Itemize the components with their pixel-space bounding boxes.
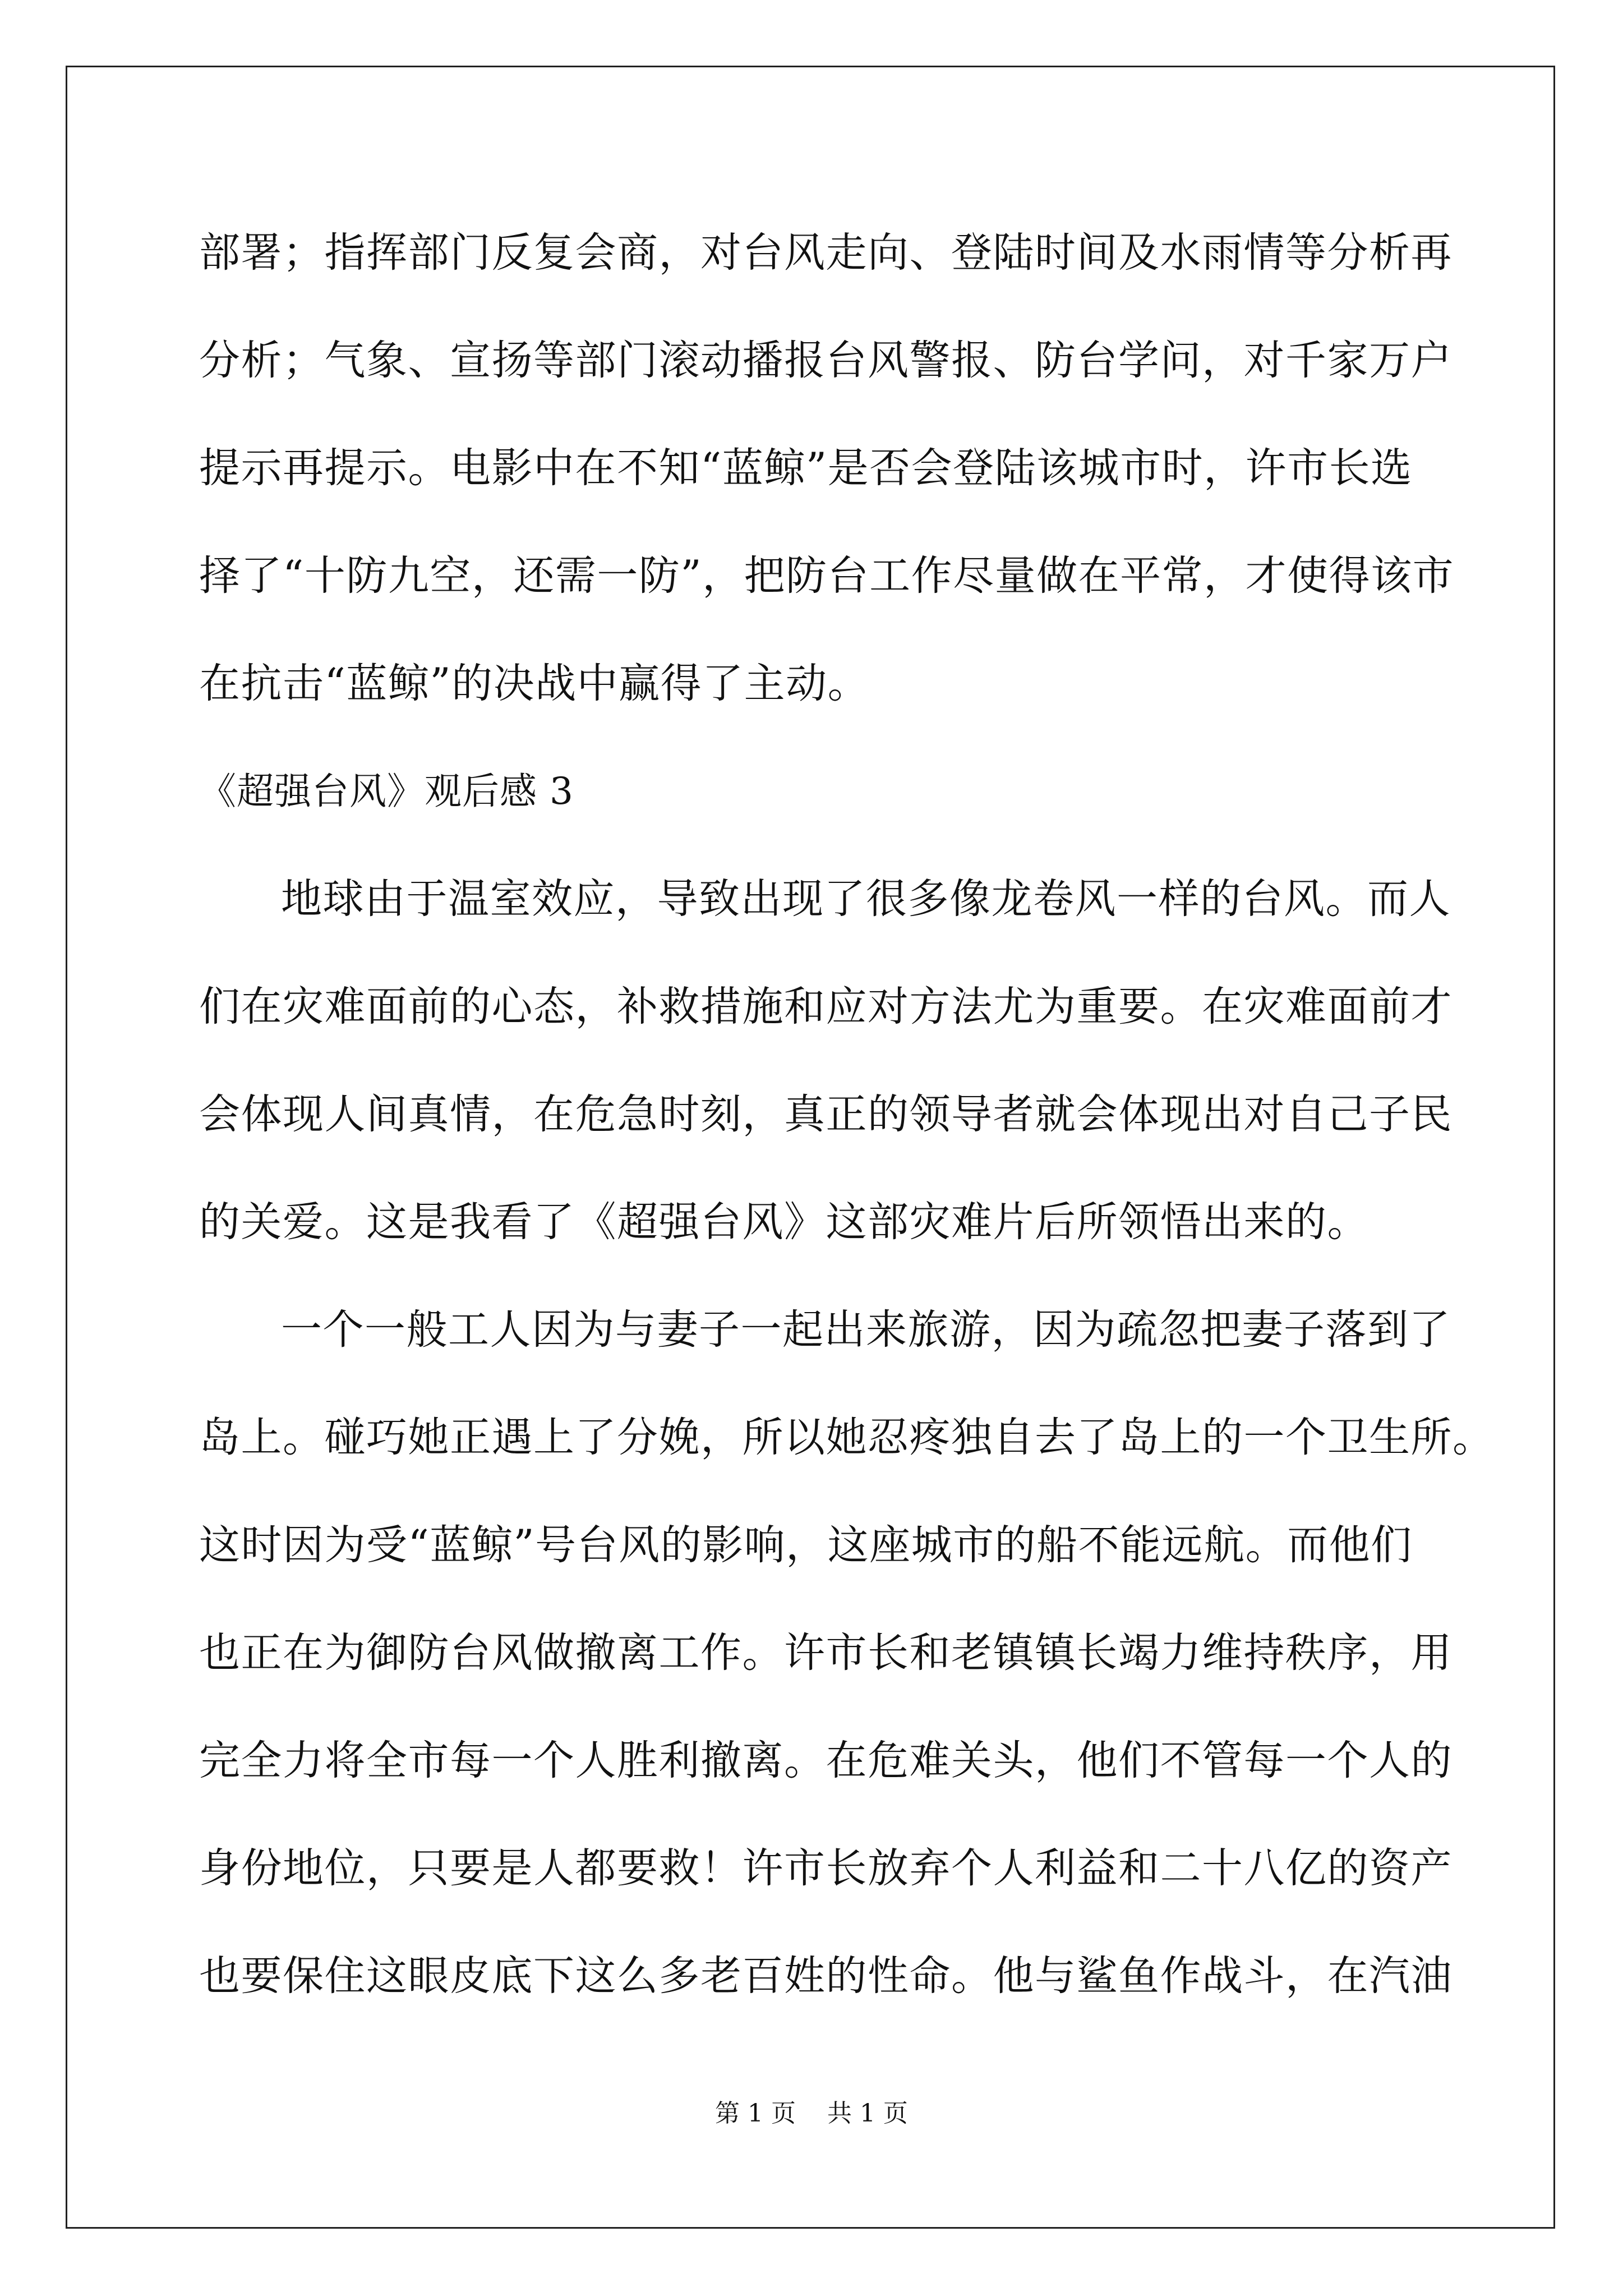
text-line: 的关爱。这是我看了《超强台风》这部灾难片后所领悟出来的。 xyxy=(199,1198,1369,1246)
paragraph xyxy=(199,1276,1495,2030)
paragraph xyxy=(199,845,1453,1276)
text-line: 择了“十防九空，还需一防”，把防台工作尽量做在平常，才使得该市 xyxy=(199,552,1455,600)
section-heading: 《超强台风》观后感 3 xyxy=(199,770,574,813)
text-line: 提示再提示。电影中在不知“蓝鲸”是否会登陆该城市时，许市长选 xyxy=(199,444,1413,492)
text-line: 这时因为受“蓝鲸”号台风的影响，这座城市的船不能远航。而他们 xyxy=(199,1521,1413,1569)
text-line: 完全力将全市每一个人胜利撤离。在危难关头，他们不管每一个人的 xyxy=(199,1737,1453,1784)
text-line: 部署；指挥部门反复会商，对台风走向、登陆时间及水雨情等分析再 xyxy=(199,229,1453,277)
text-line: 们在灾难面前的心态，补救措施和应对方法尤为重要。在灾难面前才 xyxy=(199,983,1453,1030)
text-line: 地球由于温室效应，导致出现了很多像龙卷风一样的台风。而人 xyxy=(281,875,1451,923)
text-line: 分析；气象、宣扬等部门滚动播报台风警报、防台学问，对千家万户 xyxy=(199,337,1453,384)
text-line: 岛上。碰巧她正遇上了分娩，所以她忍疼独自去了岛上的一个卫生所。 xyxy=(199,1414,1495,1461)
text-line: 也要保住这眼皮底下这么多老百姓的性命。他与鲨鱼作战斗，在汽油 xyxy=(199,1952,1453,2000)
text-line: 一个一般工人因为与妻子一起出来旅游，因为疏忽把妻子落到了 xyxy=(281,1306,1451,1354)
text-line: 也正在为御防台风做撤离工作。许市长和老镇镇长竭力维持秩序，用 xyxy=(199,1629,1453,1677)
text-line: 会体现人间真情，在危急时刻，真正的领导者就会体现出对自己子民 xyxy=(199,1091,1453,1138)
page-footer: 第 1 页 共 1 页 xyxy=(715,2099,908,2128)
text-line: 身份地位，只要是人都要救！许市长放弃个人利益和二十八亿的资产 xyxy=(199,1844,1453,1892)
text-line: 在抗击“蓝鲸”的决战中赢得了主动。 xyxy=(199,660,870,707)
document-body xyxy=(199,199,1495,2030)
paragraph-continuation xyxy=(199,199,1455,738)
